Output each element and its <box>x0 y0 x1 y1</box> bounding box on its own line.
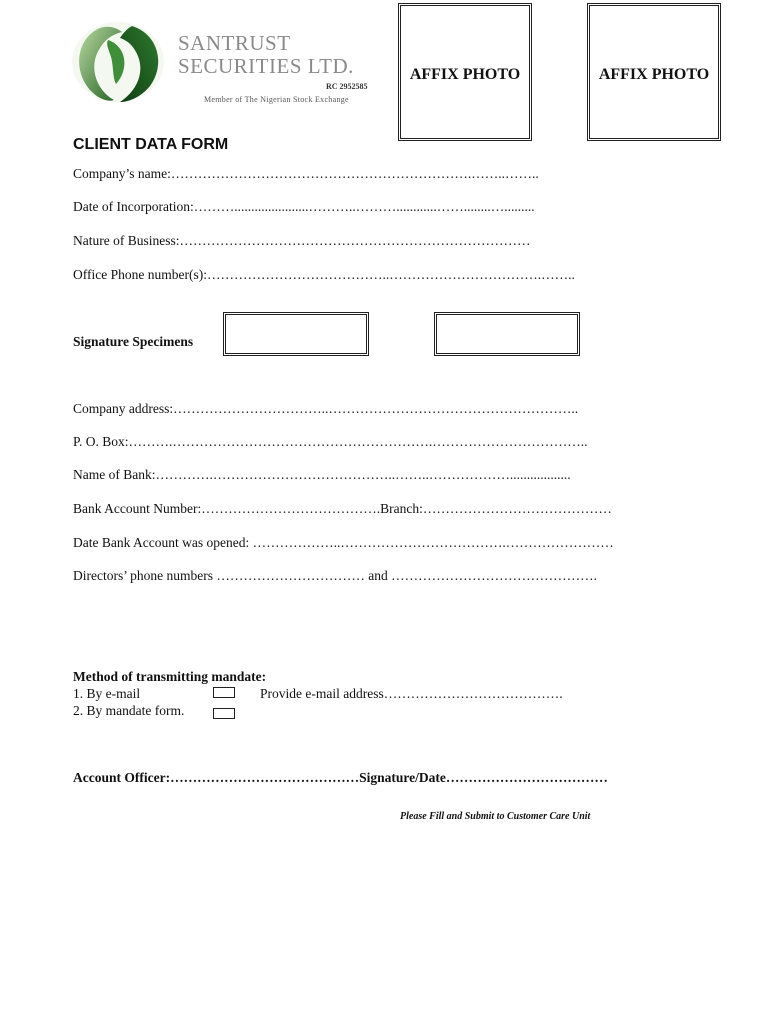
email-checkbox[interactable] <box>213 687 235 698</box>
mandate-option-email: 1. By e-mail <box>73 686 141 701</box>
email-address-field[interactable]: Provide e-mail address…………………………………. <box>260 686 563 701</box>
mandate-form-checkbox[interactable] <box>213 708 235 719</box>
photo-box-1[interactable] <box>398 3 532 141</box>
po-box-field[interactable]: P. O. Box:……….………………………………………………….…………………………….. <box>73 434 588 449</box>
office-phone-field[interactable]: Office Phone number(s):…………………………………..…………………………….…….. <box>73 267 575 282</box>
form-title: CLIENT DATA FORM <box>73 136 229 153</box>
santrust-logo-icon <box>70 20 166 104</box>
photo-box-2-label: AFFIX PHOTO <box>598 66 710 83</box>
directors-phone-field[interactable]: Directors’ phone numbers …………………………… and ………………………………………. <box>73 568 597 583</box>
photo-box-2[interactable] <box>587 3 721 141</box>
photo-box-1-label: AFFIX PHOTO <box>409 66 521 83</box>
member-note: Member of The Nigerian Stock Exchange <box>204 95 349 104</box>
signature-box-1[interactable] <box>223 312 369 356</box>
mandate-option-form: 2. By mandate form. <box>73 703 185 718</box>
registration-number: RC 2952585 <box>326 82 368 91</box>
company-name-field[interactable]: Company’s name:………………………………………………………….……..…….. <box>73 166 539 181</box>
bank-name-field[interactable]: Name of Bank:………….…………………………………..……..……………….................. <box>73 467 571 482</box>
footer-note: Please Fill and Submit to Customer Care Unit <box>400 811 591 822</box>
signature-box-2[interactable] <box>434 312 580 356</box>
nature-business-field[interactable]: Nature of Business:…………………………………………………………………… <box>73 233 531 248</box>
company-logo <box>70 20 166 104</box>
date-account-opened-field[interactable]: Date Bank Account was opened: ………………..……………………………….…………………… <box>73 535 614 550</box>
bank-account-field[interactable]: Bank Account Number:………………………………….Branch:…………………………………… <box>73 501 612 516</box>
company-address-field[interactable]: Company address:……………………………..……………………………………………….. <box>73 401 579 416</box>
company-name-line1: SANTRUST <box>178 31 291 55</box>
account-officer-field[interactable]: Account Officer:……………………………………Signature/Date……………………………… <box>73 770 608 785</box>
date-incorporation-field[interactable]: Date of Incorporation:………......................………..………............……........…......... <box>73 199 535 214</box>
company-name <box>178 32 354 78</box>
company-name-line2: SECURITIES LTD. <box>178 54 354 78</box>
mandate-title: Method of transmitting mandate: <box>73 669 267 684</box>
signature-specimens-label: Signature Specimens <box>73 334 194 349</box>
